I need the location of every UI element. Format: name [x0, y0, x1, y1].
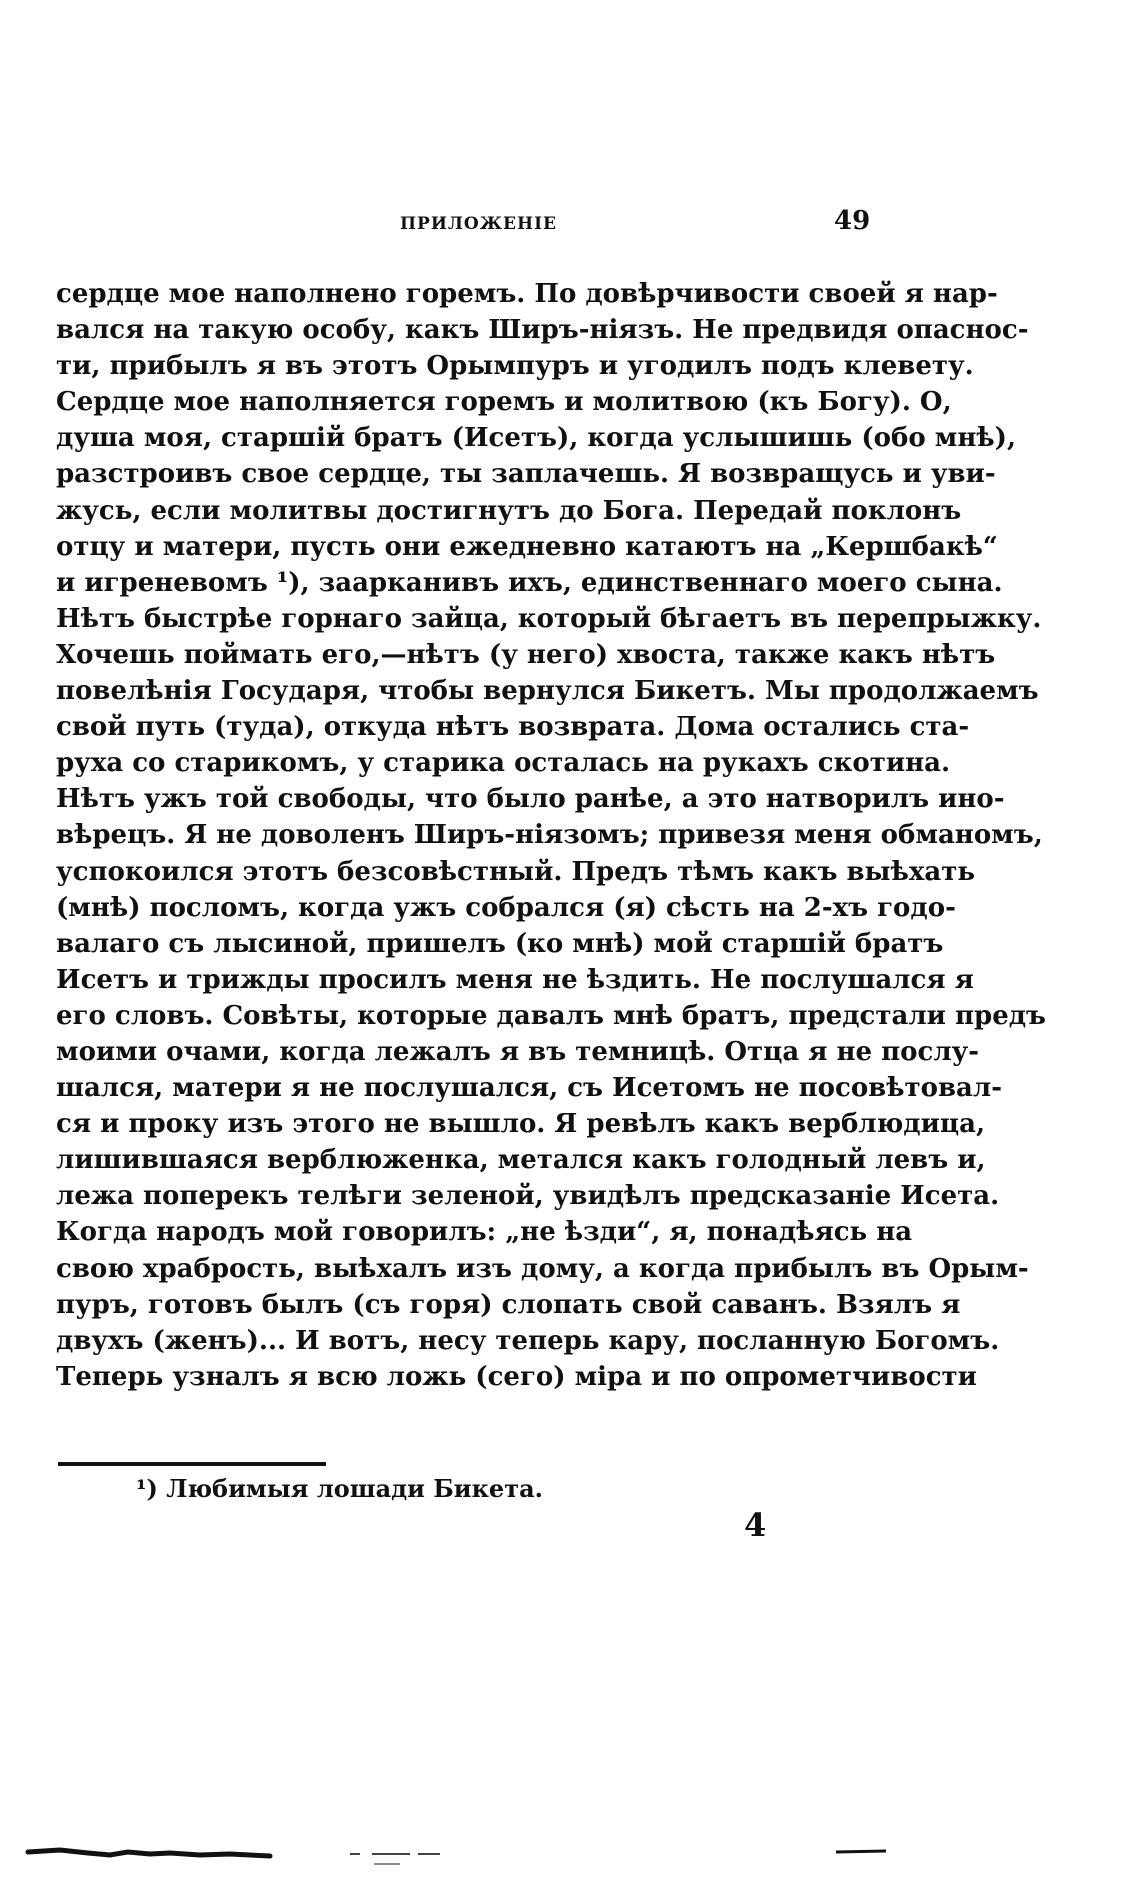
body-line: и игреневомъ ¹), заарканивъ ихъ, единственнаго моего сына.: [56, 567, 1003, 598]
body-line: сердце мое наполнено горемъ. По довѣрчивости своей я нар-: [56, 279, 998, 309]
body-line: вался на такую особу, какъ Ширъ-ніязъ. Не предвидя опаснос-: [56, 315, 1029, 346]
body-line: моими очами, когда лежалъ я въ темницѣ. Отца я не послу-: [56, 1036, 980, 1067]
body-line: Нѣтъ быстрѣе горнаго зайца, который бѣгаетъ въ перепрыжку.: [56, 603, 1042, 634]
signature-mark: 4: [744, 1506, 767, 1544]
body-line: ся и проку изъ этого не вышло. Я ревѣлъ какъ верблюдица,: [56, 1109, 986, 1140]
body-line: ти, прибылъ я въ этотъ Орымпуръ и угодилъ подъ клевету.: [56, 351, 974, 382]
body-line: Исетъ и трижды просилъ меня не ѣздить. Не послушался я: [56, 964, 974, 995]
body-line: успокоился этотъ безсовѣстный. Предъ тѣмъ какъ выѣхать: [56, 856, 975, 887]
footnote: ¹) Любимыя лошади Бикета.: [136, 1474, 543, 1503]
body-line: (мнѣ) посломъ, когда ужъ собрался (я) сѣсть на 2-хъ годо-: [56, 892, 956, 923]
body-line: свой путь (туда), откуда нѣтъ возврата. Дома остались ста-: [56, 712, 970, 743]
scan-artifacts: [0, 1840, 1140, 1870]
body-line: лежа поперекъ телѣги зеленой, увидѣлъ предсказаніе Исета.: [56, 1181, 1000, 1212]
body-line: Теперь узналъ я всю ложь (сего) міра и по опрометчивости: [56, 1361, 977, 1392]
body-line: лишившаяся верблюженка, метался какъ голодный левъ и,: [56, 1145, 986, 1176]
body-line: двухъ (женъ)... И вотъ, несу теперь кару, посланную Богомъ.: [56, 1325, 1000, 1356]
body-line: Сердце мое наполняется горемъ и молитвою (къ Богу). О,: [56, 387, 952, 418]
body-line: Хочешь поймать его,—нѣтъ (у него) хвоста, также какъ нѣтъ: [56, 639, 996, 670]
body-line: повелѣнія Государя, чтобы вернулся Бикетъ. Мы продолжаемъ: [56, 676, 1039, 707]
body-line: руха со старикомъ, у старика осталась на рукахъ скотина.: [56, 748, 951, 779]
body-line: разстроивъ свое сердце, ты заплачешь. Я возвращусь и уви-: [56, 459, 996, 490]
body-line: его словъ. Совѣты, которые давалъ мнѣ братъ, предстали предъ: [56, 1000, 1047, 1031]
body-line: свою храбрость, выѣхалъ изъ дому, а когда прибылъ въ Орым-: [56, 1253, 1029, 1284]
body-line: отцу и матери, пусть они ежедневно катаютъ на „Кершбакѣ“: [56, 531, 998, 562]
body-line: шался, матери я не послушался, съ Исетомъ не посовѣтовал-: [56, 1073, 1002, 1104]
body-text: [56, 276, 1047, 1395]
running-header-title: ПРИЛОЖЕНІЕ: [400, 214, 557, 234]
body-line: Когда народъ мой говорилъ: „не ѣзди“, я, понадѣясь на: [56, 1217, 913, 1248]
body-line: душа моя, старшій братъ (Исетъ), когда услышишь (обо мнѣ),: [56, 423, 1016, 454]
footnote-rule: [58, 1462, 326, 1466]
body-line: жусь, если молитвы достигнутъ до Бога. Передай поклонъ: [56, 495, 962, 526]
body-line: пуръ, готовъ былъ (съ горя) слопать свой саванъ. Взялъ я: [56, 1289, 961, 1320]
body-line: валаго съ лысиной, пришелъ (ко мнѣ) мой старшій братъ: [56, 928, 944, 959]
body-line: вѣрецъ. Я не доволенъ Ширъ-ніязомъ; привезя меня обманомъ,: [56, 820, 1043, 851]
body-line: Нѣтъ ужъ той свободы, что было ранѣе, а это натворилъ ино-: [56, 784, 1005, 815]
page-number: 49: [834, 206, 871, 236]
